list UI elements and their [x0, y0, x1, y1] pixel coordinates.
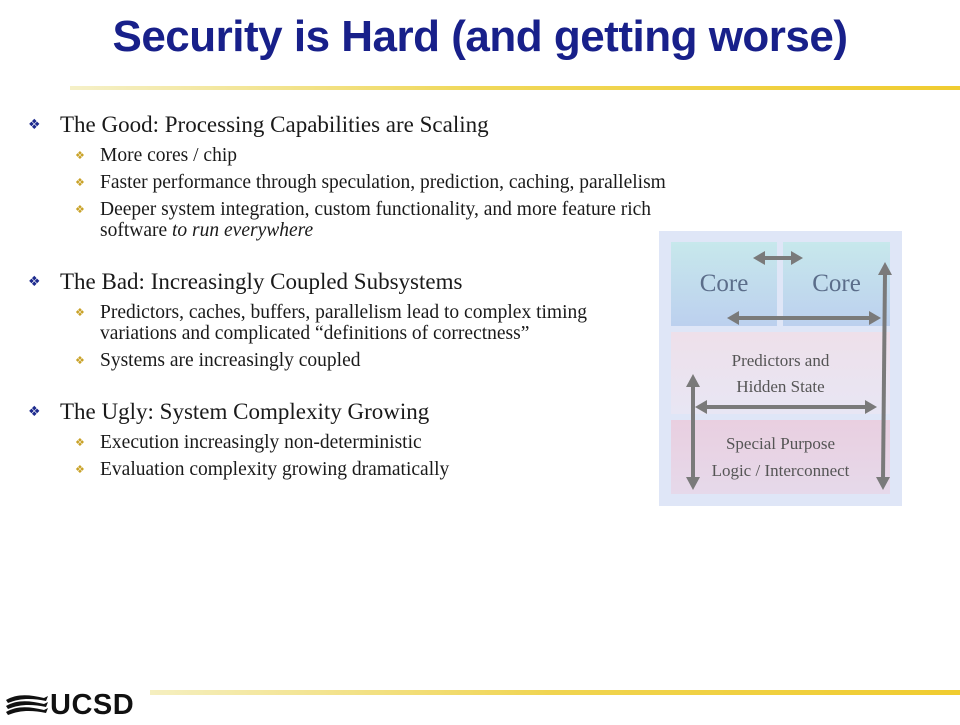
section-heading-text: The Bad: Increasingly Coupled Subsystems — [60, 269, 463, 294]
list-item-text: Deeper system integration, custom functionality, and more feature rich software — [100, 199, 652, 241]
predictors-label-line2: Hidden State — [736, 377, 825, 396]
list-item — [28, 199, 668, 241]
right-vertical-arrow — [876, 262, 892, 490]
chip-diagram — [659, 231, 902, 506]
title-underline — [70, 86, 960, 90]
trident-logo-icon — [4, 690, 52, 720]
list-item-text: More cores / chip — [100, 145, 237, 166]
middle-horizontal-arrow — [695, 400, 877, 414]
core-bus-arrow — [727, 311, 881, 325]
interaction-arrows — [659, 231, 902, 506]
diamond-bullet-icon: ❖ — [75, 354, 85, 367]
ucsd-logo — [4, 690, 154, 720]
list-item — [28, 145, 668, 166]
diamond-bullet-icon: ❖ — [75, 436, 85, 449]
special-purpose-label-line1: Special Purpose — [725, 434, 836, 453]
diamond-bullet-icon: ❖ — [75, 176, 85, 189]
core-block-left: Core — [671, 242, 777, 326]
list-item-text: Execution increasingly non-deterministic — [100, 432, 422, 453]
predictors-label-line1: Predictors and — [731, 351, 830, 370]
ucsd-logo-text: UCSD — [50, 689, 135, 721]
list-item-text: Faster performance through speculation, prediction, caching, parallelism — [100, 172, 666, 193]
section-heading-good — [28, 112, 668, 138]
list-item-text: Evaluation complexity growing dramatically — [100, 459, 450, 480]
section-heading-text: The Good: Processing Capabilities are Scaling — [60, 112, 489, 137]
list-item — [28, 350, 668, 371]
core-to-core-arrow — [753, 251, 803, 265]
list-item-text: Systems are increasingly coupled — [100, 350, 361, 371]
diamond-bullet-icon: ❖ — [28, 117, 41, 133]
section-heading-bad — [28, 269, 668, 295]
list-item — [28, 459, 668, 480]
section-heading-ugly — [28, 399, 668, 425]
diamond-bullet-icon: ❖ — [75, 203, 85, 216]
list-item — [28, 302, 668, 344]
diamond-bullet-icon: ❖ — [28, 404, 41, 420]
diamond-bullet-icon: ❖ — [75, 463, 85, 476]
footer-rule — [150, 690, 960, 695]
diamond-bullet-icon: ❖ — [75, 306, 85, 319]
core-block-right: Core — [783, 242, 890, 326]
special-purpose-label-line2: Logic / Interconnect — [711, 461, 850, 480]
list-item — [28, 432, 668, 453]
diamond-bullet-icon: ❖ — [28, 274, 41, 290]
diamond-bullet-icon: ❖ — [75, 149, 85, 162]
list-item-text: Predictors, caches, buffers, parallelism lead to complex timing variations and complicated “definitions of correctness” — [100, 302, 587, 344]
bullet-list — [28, 112, 668, 480]
list-item — [28, 172, 668, 193]
list-item-italic-text: to run everywhere — [172, 220, 314, 241]
slide-title: Security is Hard (and getting worse) — [112, 12, 848, 61]
section-heading-text: The Ugly: System Complexity Growing — [60, 399, 430, 424]
left-vertical-arrow — [686, 374, 700, 490]
